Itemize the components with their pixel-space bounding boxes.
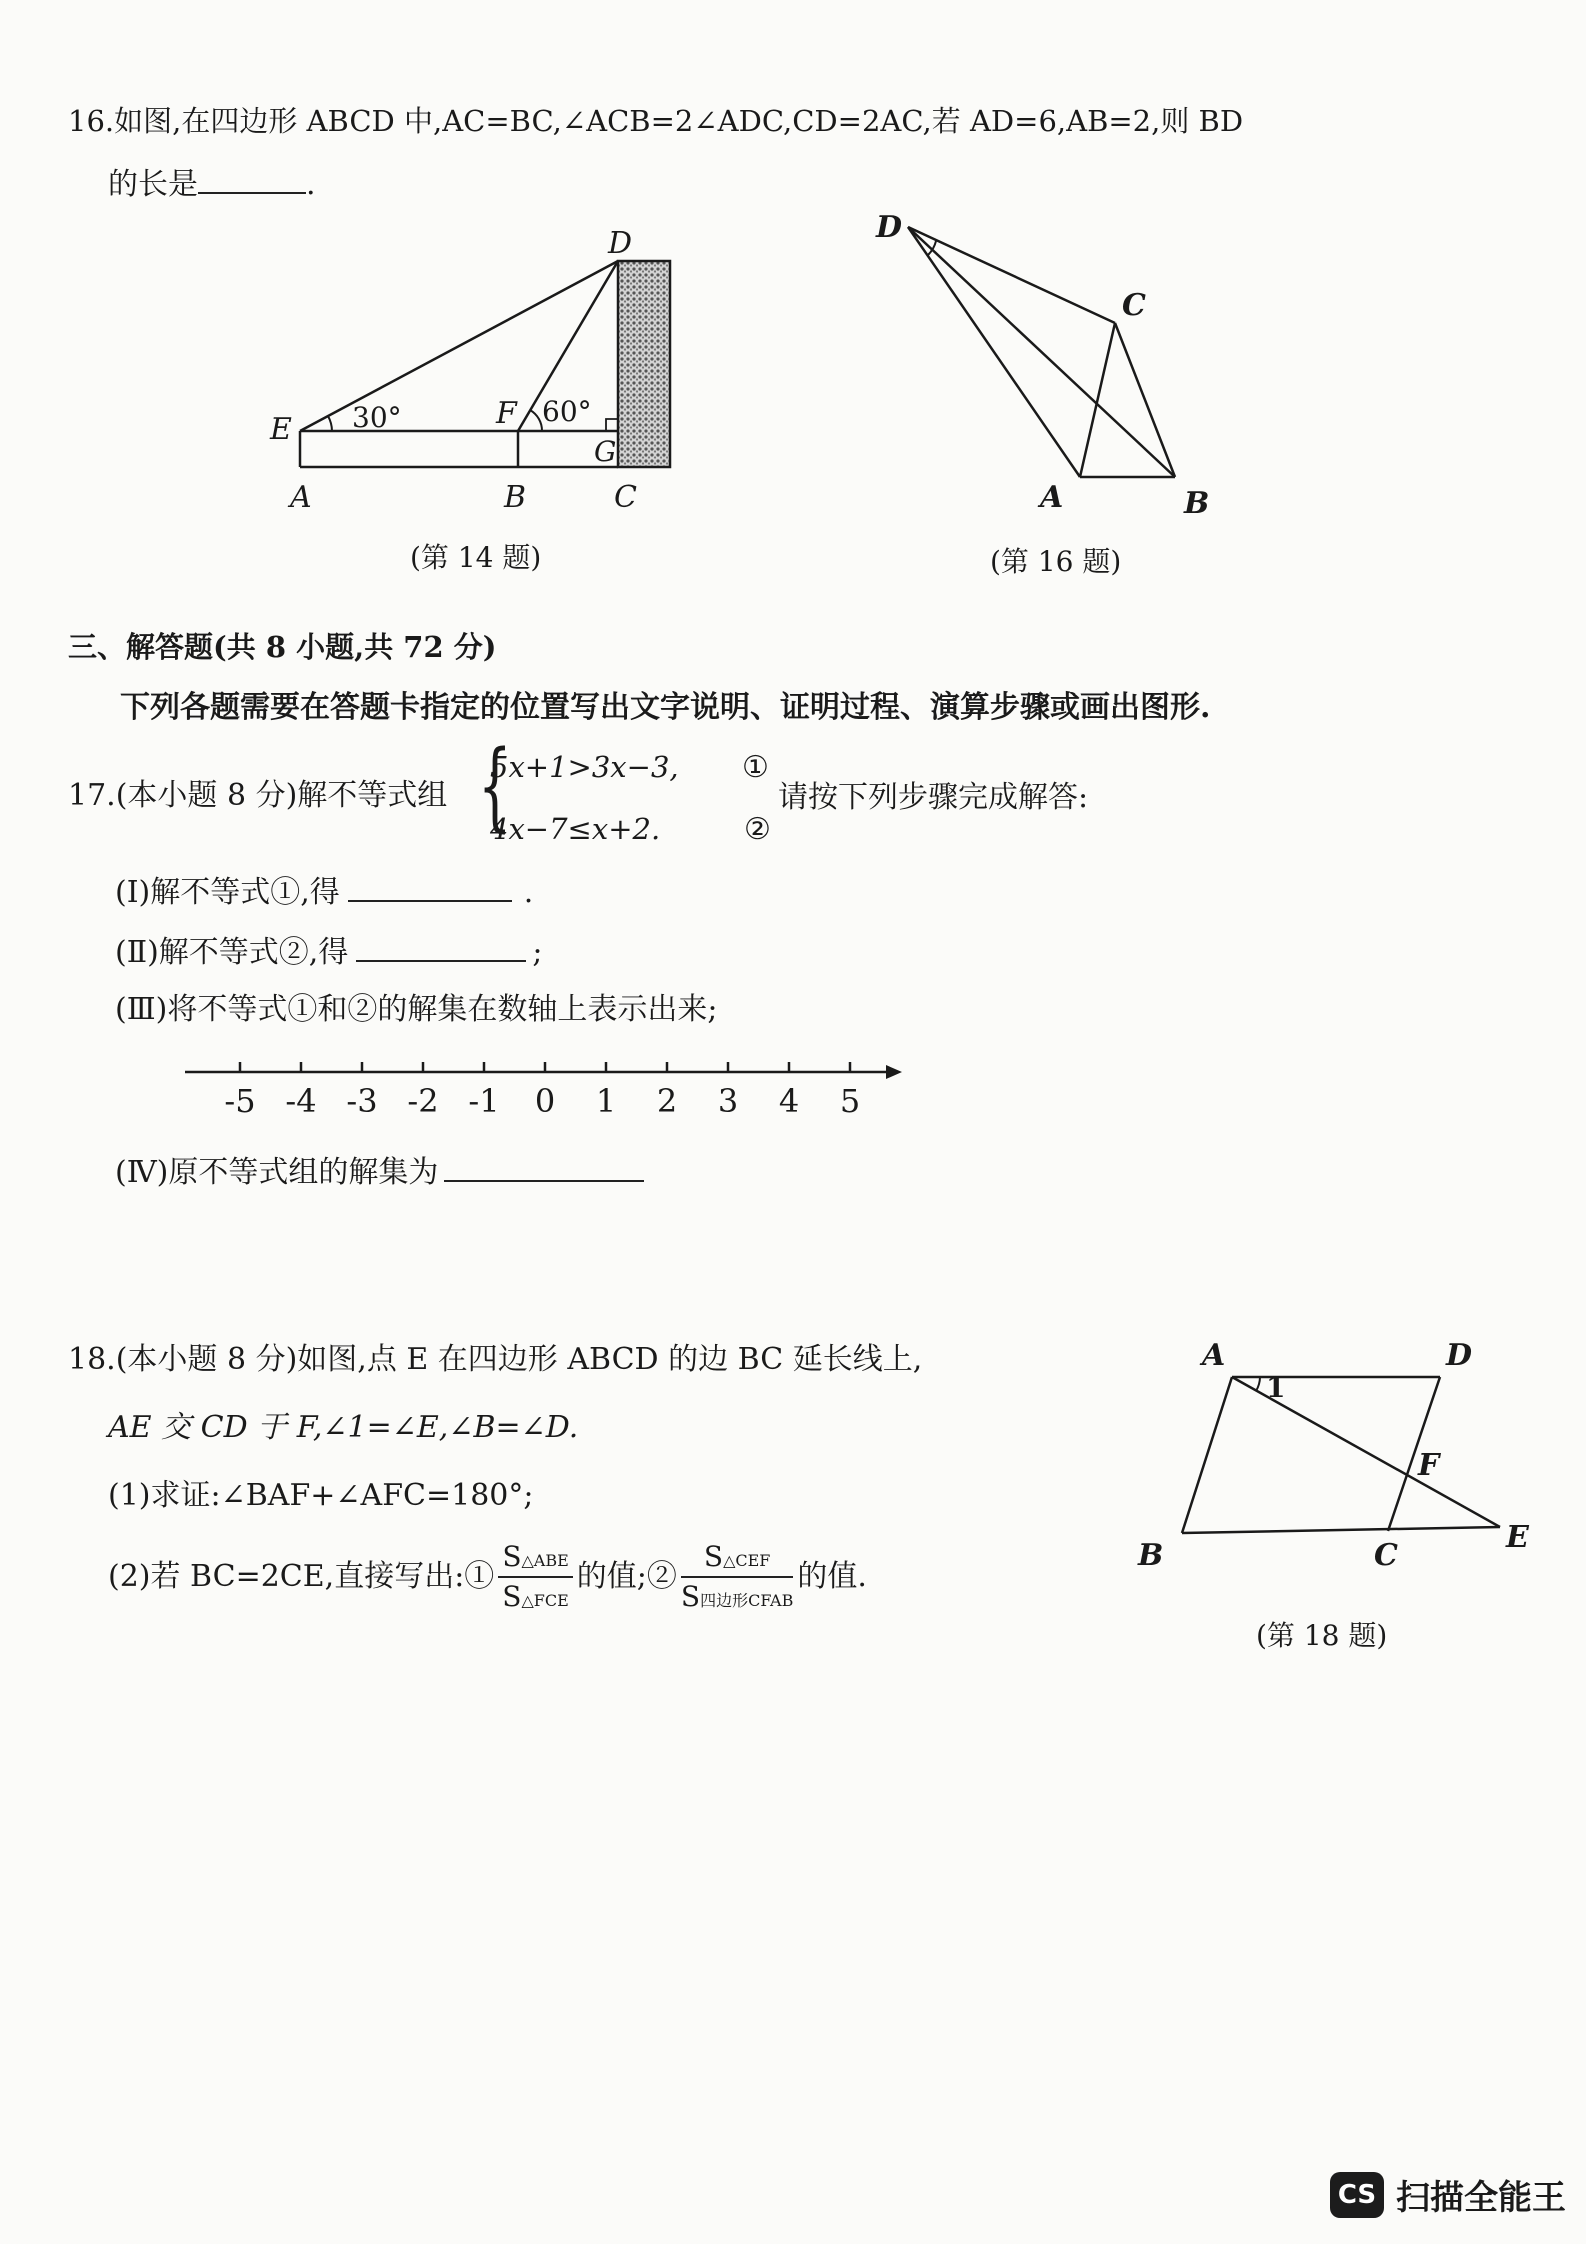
fig16-label-B: B — [1184, 486, 1210, 521]
number-line-ticks — [224, 1062, 860, 1120]
frac1-num: S — [502, 1540, 522, 1573]
fig18-label-B: B — [1138, 1538, 1164, 1573]
q18-fraction-2 — [681, 1540, 793, 1613]
number-line-tick-label: 4 — [778, 1082, 800, 1120]
logo-badge: CS — [1330, 2172, 1384, 2218]
q18-part2 — [108, 1540, 867, 1613]
q17-step4 — [115, 1150, 644, 1191]
q17-step1 — [115, 870, 533, 911]
q16-line2 — [108, 162, 316, 203]
fig18-label-D: D — [1446, 1338, 1473, 1373]
fig14-label-F: F — [496, 396, 517, 431]
fig18-label-C: C — [1374, 1538, 1398, 1573]
frac1-den: S — [502, 1579, 522, 1613]
fig18-line-BE — [1182, 1527, 1500, 1533]
q16-line2-text: 的长是 — [108, 167, 198, 202]
frac1-den-sub: △FCE — [521, 1590, 569, 1610]
q18-line1: 18.(本小题 8 分)如图,点 E 在四边形 ABCD 的边 BC 延长线上, — [68, 1342, 923, 1377]
fig16-label-A: A — [1040, 480, 1064, 515]
fig14-label-A: A — [290, 480, 312, 515]
number-line-tick-label: -3 — [346, 1082, 378, 1120]
number-line-tick-label: -5 — [224, 1082, 256, 1120]
fig14-arc-30 — [328, 416, 332, 431]
fig14-wall — [618, 261, 670, 467]
number-line-tick-label: 2 — [656, 1082, 678, 1120]
fig18-caption: (第 18 题) — [1256, 1619, 1388, 1652]
fig14-right-angle — [606, 419, 618, 431]
q17-prefix: 17.(本小题 8 分)解不等式组 — [68, 778, 448, 813]
q17-ineq1: 5x+1>3x−3, — [490, 750, 679, 784]
q17-step2-text: (Ⅱ)解不等式②,得 — [115, 935, 349, 970]
fig18-label-F: F — [1418, 1448, 1440, 1483]
figure-16 — [870, 215, 1220, 525]
q16-line2-end: . — [306, 167, 316, 202]
q17-step1-end: . — [523, 875, 534, 910]
fig18-line-AB — [1182, 1377, 1232, 1533]
q16-answer-blank[interactable] — [198, 162, 306, 194]
fig14-label-B: B — [504, 480, 527, 515]
number-line-tick-label: 3 — [717, 1082, 739, 1120]
q18-line2: AE 交 CD 于 F,∠1=∠E,∠B=∠D. — [108, 1410, 579, 1445]
fig14-label-G: G — [594, 435, 617, 468]
q17-step4-blank[interactable] — [444, 1150, 644, 1182]
q17-mark2: ② — [744, 812, 771, 847]
fig14-label-60: 60° — [542, 395, 592, 428]
q18-part1: (1)求证:∠BAF+∠AFC=180°; — [108, 1478, 534, 1513]
q17-ineq2: 4x−7≤x+2. — [490, 812, 661, 846]
fig14-label-C: C — [614, 480, 637, 515]
fig16-line-CB — [1115, 323, 1175, 477]
figure-18 — [1120, 1325, 1540, 1575]
figure-14 — [260, 225, 720, 515]
fig14-label-E: E — [270, 412, 292, 447]
number-line-tick-label: 5 — [839, 1082, 861, 1120]
fig14-label-30: 30° — [352, 401, 402, 434]
fig16-line-DA — [908, 227, 1080, 477]
number-line-arrow — [886, 1065, 902, 1079]
fig18-label-E: E — [1506, 1520, 1529, 1555]
frac2-num: S — [703, 1540, 724, 1573]
fig16-label-C: C — [1122, 288, 1146, 323]
section3-title: 三、解答题(共 8 小题,共 72 分) — [68, 630, 497, 664]
fig14-label-D: D — [608, 226, 633, 261]
q17-mark1: ① — [742, 750, 769, 785]
fig18-label-A: A — [1202, 1338, 1226, 1373]
frac2-den-sub: 四边形CFAB — [700, 1590, 794, 1610]
section3-instruction: 下列各题需要在答题卡指定的位置写出文字说明、证明过程、演算步骤或画出图形. — [120, 690, 1211, 725]
number-line-tick-label: -4 — [285, 1082, 317, 1120]
logo-text: 扫描全能王 — [1396, 2178, 1566, 2218]
camscanner-logo — [1330, 2170, 1566, 2219]
number-line-tick-label: -1 — [468, 1082, 500, 1120]
q17-step1-text: (Ⅰ)解不等式①,得 — [115, 875, 340, 910]
fig16-caption: (第 16 题) — [990, 545, 1122, 578]
fig18-label-1: 1 — [1266, 1371, 1286, 1404]
q17-suffix: 请按下列步骤完成解答: — [778, 780, 1089, 815]
q17-step1-blank[interactable] — [348, 870, 512, 902]
q17-step3: (Ⅲ)将不等式①和②的解集在数轴上表示出来; — [115, 992, 718, 1027]
q18-part2-mid: 的值;② — [576, 1558, 677, 1594]
q17-step2 — [115, 930, 542, 971]
fig14-arc-60 — [530, 410, 542, 431]
number-line-tick-label: -2 — [407, 1082, 439, 1120]
frac2-den: S — [680, 1579, 701, 1613]
q17-brace: { — [478, 730, 512, 842]
number-line-tick-label: 1 — [595, 1082, 617, 1120]
frac1-num-sub: △ABE — [521, 1551, 569, 1570]
fig16-line-DC — [908, 227, 1115, 323]
q17-step4-text: (Ⅳ)原不等式组的解集为 — [115, 1155, 439, 1190]
q18-part2-end: 的值. — [797, 1558, 867, 1594]
frac2-num-sub: △CEF — [723, 1551, 771, 1570]
q17-step2-blank[interactable] — [356, 930, 526, 962]
fig14-caption: (第 14 题) — [410, 541, 542, 574]
q18-fraction-1 — [498, 1540, 572, 1613]
q16-line1: 16.如图,在四边形 ABCD 中,AC=BC,∠ACB=2∠ADC,CD=2AC,若 AD=6,AB=2,则 BD — [68, 104, 1244, 138]
q17-number-line[interactable] — [180, 1050, 920, 1130]
fig16-line-DB — [908, 227, 1175, 477]
q18-part2-prefix: (2)若 BC=2CE,直接写出:① — [108, 1558, 495, 1594]
fig16-label-D: D — [876, 215, 903, 245]
fig18-angle-1-arc — [1256, 1377, 1260, 1391]
fig16-line-AC — [1080, 323, 1115, 477]
number-line-tick-label: 0 — [534, 1082, 556, 1120]
q17-step2-end: ; — [532, 935, 543, 970]
